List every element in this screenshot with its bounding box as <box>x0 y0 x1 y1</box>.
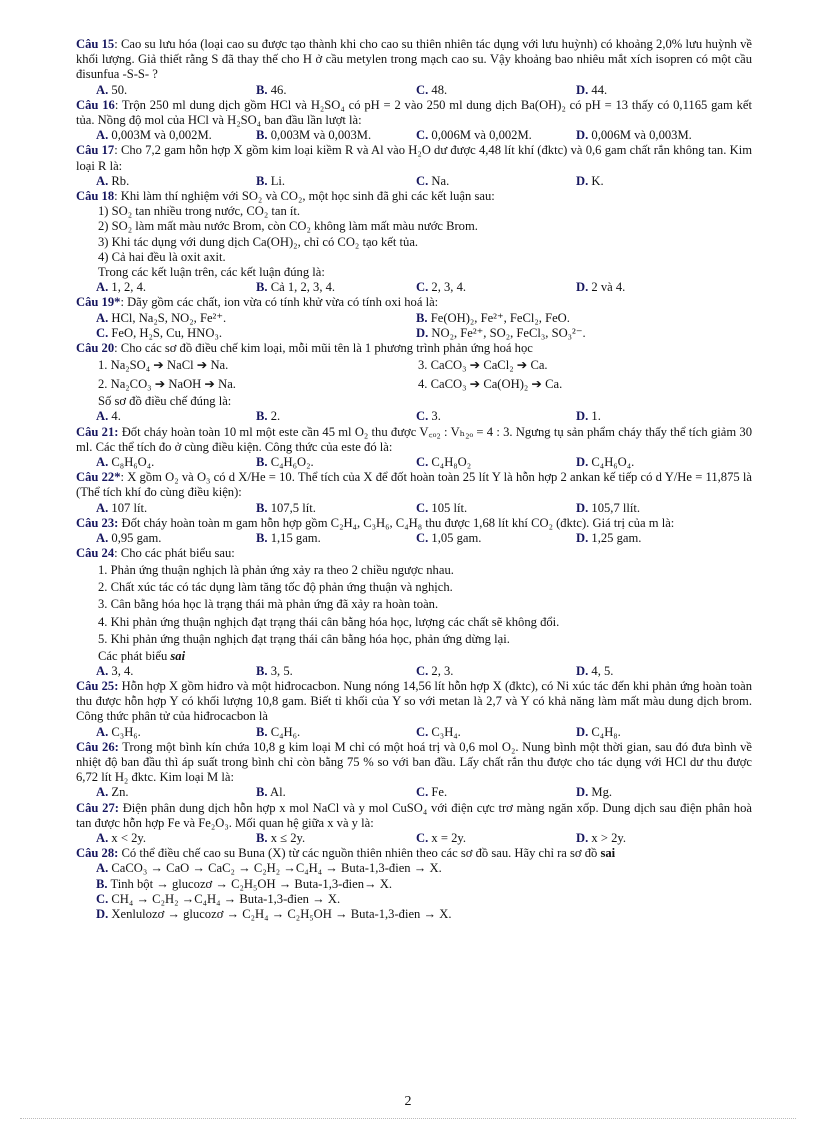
answer-options <box>96 501 752 516</box>
option-text: Tinh bột → glucozơ → C₂H₅OH → Buta-1,3-đien→ X. <box>110 876 393 891</box>
option-text: x > 2y. <box>591 830 627 845</box>
option-text: 44. <box>591 82 608 97</box>
option-c[interactable] <box>416 280 576 295</box>
statement-1: 1. Phản ứng thuận nghịch là phản ứng xảy ra theo 2 chiều ngược nhau. <box>98 562 454 577</box>
option-text: 50. <box>111 82 128 97</box>
option-b[interactable] <box>416 311 736 326</box>
option-c[interactable] <box>416 174 576 189</box>
question-text: Điện phân dung dịch hỗn hợp x mol NaCl và y mol CuSO₄ với điện cực trơ màng ngăn xốp. Dung dịch sau điện phân hoà tan được hỗn hợp Fe và Fe₂O₃. Mối quan hệ giữa x và y là: <box>76 800 752 830</box>
option-text: 2, 3, 4. <box>431 280 467 295</box>
option-letter: B. <box>256 663 268 678</box>
option-letter: B. <box>256 724 268 739</box>
question-stem <box>76 37 752 83</box>
option-letter: A. <box>96 173 109 188</box>
option-letter: D. <box>576 128 589 143</box>
question-number: Câu 24 <box>76 546 115 561</box>
option-c[interactable] <box>416 128 576 143</box>
option-d[interactable] <box>576 280 736 295</box>
question-text: Đốt cháy hoàn toàn 10 ml một este cần 45 ml O₂ thu được V꜀ₒ₂ : Vₕ₂ₒ = 4 : 3. Ngưng tụ sản phẩm cháy thấy thể tích giảm 30 ml. Các thể tích đo ở cùng điều kiện. Công thức của este đó là: <box>76 424 752 454</box>
question-stem <box>76 516 752 531</box>
option-letter: C. <box>416 82 429 97</box>
scheme-row <box>98 356 752 375</box>
option-letter: B. <box>256 785 268 800</box>
statement-list <box>98 562 752 649</box>
option-d[interactable] <box>576 501 736 516</box>
question-text: : X gồm O₂ và O₃ có d X/He = 10. Thể tích của X để đốt hoàn toàn 25 lít Y là hỗn hợp 2 ankan kế tiếp có d Y/He = 11,875 là (Thể tích khí đo cùng điều kiện): <box>76 470 752 500</box>
option-text: Rb. <box>111 173 130 188</box>
option-letter: A. <box>96 785 109 800</box>
question-18 <box>76 189 752 295</box>
option-text: C₄H₈O₂ <box>431 455 472 470</box>
option-letter: D. <box>576 724 589 739</box>
option-text: NO₂, Fe²⁺, SO₂, FeCl₃, SO₃²⁻. <box>431 325 586 340</box>
option-letter: C. <box>416 724 429 739</box>
option-b[interactable] <box>256 831 416 846</box>
option-b[interactable] <box>256 409 416 424</box>
question-number: Câu 17 <box>76 143 115 158</box>
option-b[interactable] <box>256 128 416 143</box>
question-23 <box>76 516 752 546</box>
question-prompt: Trong các kết luận trên, các kết luận đúng là: <box>98 265 325 280</box>
option-a[interactable] <box>96 174 256 189</box>
option-c[interactable] <box>416 831 576 846</box>
option-text: 1. <box>591 409 601 424</box>
option-text: C₈H₆O₄. <box>111 455 155 470</box>
question-20 <box>76 341 752 425</box>
option-text: 2 và 4. <box>591 280 626 295</box>
question-number: Câu 15 <box>76 37 115 51</box>
answer-options <box>96 664 752 679</box>
question-stem <box>76 546 752 561</box>
option-letter: B. <box>256 82 268 97</box>
option-text: 107,5 lít. <box>270 500 316 515</box>
option-text: 0,006M và 0,003M. <box>591 128 692 143</box>
question-text: Có thể điều chế cao su Buna (X) từ các nguồn thiên nhiên theo các sơ đồ sau. Hãy chỉ ra sơ đồ <box>118 846 601 861</box>
option-letter: C. <box>416 173 429 188</box>
answer-options <box>96 280 752 295</box>
statement-5: 5. Khi phản ứng thuận nghịch đạt trạng thái cân bằng hóa học, phản ứng dừng lại. <box>98 632 510 647</box>
scheme-4: 4. CaCO₃ ➔ Ca(OH)₂ ➔ Ca. <box>418 377 563 392</box>
option-letter: A. <box>96 455 109 470</box>
question-stem <box>76 295 752 310</box>
option-letter: D. <box>416 325 429 340</box>
scheme-2: 2. Na₂CO₃ ➔ NaOH ➔ Na. <box>98 377 236 392</box>
option-text: CH₄ → C₂H₂ →C₄H₄ → Buta-1,3-đien → X. <box>111 891 341 906</box>
question-number: Câu 21: <box>76 424 119 439</box>
option-letter: C. <box>416 830 429 845</box>
option-letter: D. <box>96 906 109 921</box>
option-text: 4. <box>111 409 121 424</box>
question-number: Câu 20 <box>76 341 115 356</box>
question-stem <box>76 740 752 786</box>
option-text: Na. <box>431 173 450 188</box>
page-bottom-divider <box>20 1118 796 1119</box>
prompt-text: Các phát biểu <box>98 648 171 663</box>
option-letter: A. <box>96 724 109 739</box>
option-letter: B. <box>256 128 268 143</box>
option-text: Fe(OH)₂, Fe²⁺, FeCl₂, FeO. <box>430 310 570 325</box>
question-27 <box>76 801 752 847</box>
option-letter: B. <box>256 173 268 188</box>
question-number: Câu 19* <box>76 295 121 310</box>
option-text: 1,05 gam. <box>431 531 482 546</box>
question-17 <box>76 143 752 189</box>
option-text: 0,95 gam. <box>111 531 162 546</box>
option-b[interactable] <box>256 174 416 189</box>
question-15 <box>76 37 752 98</box>
option-letter: B. <box>256 500 268 515</box>
option-letter: C. <box>416 531 429 546</box>
question-text: Hỗn hợp X gồm hiđro và một hiđrocacbon. Nung nóng 14,56 lít hỗn hợp X (đktc), có Ni xúc tác đến khi phản ứng hoàn toàn thu được hỗn hợp Y có khối lượng 10,8 gam. Biết tỉ khối của Y so với metan là 2,7 và Y có khả năng làm mất màu dung dịch brom. Công thức phân tử của hiđrocacbon là <box>76 678 752 724</box>
question-number: Câu 18 <box>76 189 115 204</box>
question-stem <box>76 801 752 831</box>
option-letter: B. <box>256 830 268 845</box>
option-b[interactable] <box>256 455 416 470</box>
option-text: 4, 5. <box>591 663 614 678</box>
option-text: 105,7 llít. <box>591 500 641 515</box>
question-text: : Khi làm thí nghiệm với SO₂ và CO₂, một học sinh đã ghi các kết luận sau: <box>114 189 495 204</box>
option-letter: D. <box>576 785 589 800</box>
option-d[interactable] <box>576 83 736 98</box>
option-text: Al. <box>270 785 286 800</box>
option-letter: D. <box>576 663 589 678</box>
option-text: 0,003M và 0,002M. <box>111 128 212 143</box>
option-letter: C. <box>416 500 429 515</box>
option-letter: A. <box>96 310 109 325</box>
question-text: : Dãy gồm các chất, ion vừa có tính khử vừa có tính oxi hoá là: <box>120 295 439 310</box>
option-a[interactable] <box>96 128 256 143</box>
question-21 <box>76 425 752 471</box>
answer-options <box>96 311 752 341</box>
option-letter: A. <box>96 861 109 876</box>
option-d[interactable] <box>576 455 736 470</box>
option-b[interactable] <box>256 725 416 740</box>
option-a[interactable] <box>96 83 256 98</box>
option-letter: A. <box>96 128 109 143</box>
option-letter: B. <box>416 310 428 325</box>
option-text: Cả 1, 2, 3, 4. <box>270 280 336 295</box>
prompt-emphasis: sai <box>170 648 186 663</box>
option-text: K. <box>591 173 604 188</box>
option-a[interactable] <box>96 831 256 846</box>
answer-options <box>96 831 752 846</box>
option-b[interactable] <box>256 664 416 679</box>
option-d[interactable] <box>416 326 736 341</box>
option-text: Li. <box>270 173 286 188</box>
option-letter: C. <box>96 891 109 906</box>
option-text: 1,15 gam. <box>270 531 321 546</box>
page-number: 2 <box>404 1094 412 1109</box>
option-text: x ≤ 2y. <box>270 830 306 845</box>
option-c[interactable] <box>416 455 576 470</box>
option-text: 1, 2, 4. <box>111 280 147 295</box>
option-c[interactable] <box>96 892 752 907</box>
option-letter: B. <box>96 876 108 891</box>
question-text: : Cao su lưu hóa (loại cao su được tạo thành khi cho cao su thiên nhiên tác dụng với lưu huỳnh) có khoảng 2,0% lưu huỳnh về khối lượng. Giả thiết rằng S đã thay thế cho H ở cầu metylen trong mạch cao su. Vậy khoảng bao nhiêu mắt xích isopren có một cầu đisunfua -S-S- ? <box>76 37 752 82</box>
answer-options <box>96 128 752 143</box>
option-text: Zn. <box>111 785 129 800</box>
statement-4: 4) Cả hai đều là oxit axit. <box>98 249 226 264</box>
option-c[interactable] <box>416 501 576 516</box>
option-letter: D. <box>576 455 589 470</box>
question-stem <box>76 470 752 500</box>
option-letter: D. <box>576 82 589 97</box>
statement-3: 3. Cân bằng hóa học là trạng thái mà phản ứng đã xảy ra hoàn toàn. <box>98 597 439 612</box>
question-number: Câu 27: <box>76 800 119 815</box>
option-a[interactable] <box>96 501 256 516</box>
option-text: C₄H₈. <box>591 724 621 739</box>
option-text: C₃H₆. <box>111 724 141 739</box>
option-letter: C. <box>416 663 429 678</box>
option-a[interactable] <box>96 409 256 424</box>
option-d[interactable] <box>576 725 736 740</box>
option-c[interactable] <box>416 83 576 98</box>
statement-4: 4. Khi phản ứng thuận nghịch đạt trạng thái cân bằng hóa học, lượng các chất sẽ không đổi. <box>98 614 560 629</box>
option-c[interactable] <box>416 785 576 800</box>
question-text: Đốt cháy hoàn toàn m gam hỗn hợp gồm C₂H₄, C₃H₆, C₄H₈ thu được 1,68 lít khí CO₂ (đktc). Giá trị của m là: <box>118 515 675 530</box>
option-letter: A. <box>96 409 109 424</box>
option-letter: A. <box>96 531 109 546</box>
option-d[interactable] <box>576 785 736 800</box>
question-prompt <box>98 649 752 664</box>
question-stem <box>76 846 752 861</box>
option-a[interactable] <box>96 311 416 326</box>
option-text: 107 lít. <box>111 500 148 515</box>
question-number: Câu 28: <box>76 846 119 861</box>
option-text: Xenlulozơ → glucozơ → C₂H₄ → C₂H₅OH → Buta-1,3-đien → X. <box>111 906 452 921</box>
option-text: 3, 4. <box>111 663 134 678</box>
question-text: : Cho 7,2 gam hỗn hợp X gồm kim loại kiềm R và Al vào H₂O dư được 4,48 lít khí (đktc) và 0,6 gam chất rắn không tan. Kim loại R là: <box>76 143 752 173</box>
question-stem <box>76 679 752 725</box>
option-letter: A. <box>96 663 109 678</box>
answer-options <box>96 725 752 740</box>
option-text: CaCO₃ → CaO → CaC₂ → C₂H₂ →C₄H₄ → Buta-1,3-đien → X. <box>111 861 442 876</box>
option-d[interactable] <box>576 409 736 424</box>
option-letter: C. <box>416 785 429 800</box>
option-b[interactable] <box>256 501 416 516</box>
option-c[interactable] <box>416 725 576 740</box>
option-text: x = 2y. <box>431 830 467 845</box>
exam-page <box>76 37 752 922</box>
question-text: : Cho các phát biểu sau: <box>114 546 235 561</box>
option-d[interactable] <box>576 128 736 143</box>
option-letter: C. <box>416 128 429 143</box>
option-letter: D. <box>576 531 589 546</box>
option-d[interactable] <box>576 664 736 679</box>
option-letter: A. <box>96 82 109 97</box>
question-number: Câu 16 <box>76 97 115 112</box>
option-text: Mg. <box>591 785 613 800</box>
option-text: 3, 5. <box>270 663 293 678</box>
answer-options <box>96 785 752 800</box>
scheme-1: 1. Na₂SO₄ ➔ NaCl ➔ Na. <box>98 358 229 373</box>
statement-1: 1) SO₂ tan nhiều trong nước, CO₂ tan ít. <box>98 204 301 219</box>
question-26 <box>76 740 752 801</box>
option-d[interactable] <box>576 531 736 546</box>
option-b[interactable] <box>256 83 416 98</box>
option-text: 2. <box>270 409 281 424</box>
option-a[interactable] <box>96 664 256 679</box>
question-stem <box>76 189 752 204</box>
option-text: Fe. <box>431 785 448 800</box>
option-c[interactable] <box>416 664 576 679</box>
answer-options <box>96 531 752 546</box>
option-letter: C. <box>416 409 429 424</box>
question-28 <box>76 846 752 922</box>
option-letter: D. <box>576 409 589 424</box>
answer-options <box>96 174 752 189</box>
option-letter: A. <box>96 830 109 845</box>
option-b[interactable] <box>96 877 752 892</box>
question-text: Trong một bình kín chứa 10,8 g kim loại M chỉ có một hoá trị và 0,6 mol O₂. Nung bình một thời gian, sau đó đưa bình về nhiệt độ ban đầu thì áp suất trong bình chỉ còn bằng 75 % so với ban đầu. Lấy chất rắn thu được cho tác dụng với HCl dư thu được 6,72 lít H₂ đktc. Kim loại M là: <box>76 739 752 785</box>
option-text: C₄H₆O₂. <box>270 455 314 470</box>
option-b[interactable] <box>256 280 416 295</box>
scheme-3: 3. CaCO₃ ➔ CaCl₂ ➔ Ca. <box>418 358 548 373</box>
option-letter: B. <box>256 531 268 546</box>
option-a[interactable] <box>96 455 256 470</box>
option-b[interactable] <box>256 785 416 800</box>
question-number: Câu 23: <box>76 515 119 530</box>
option-text: FeO, H₂S, Cu, HNO₃. <box>111 325 222 340</box>
option-text: C₄H₆. <box>270 724 301 739</box>
question-stem <box>76 341 752 356</box>
question-25 <box>76 679 752 740</box>
option-text: 1,25 gam. <box>591 531 642 546</box>
question-emphasis: sai <box>600 846 616 861</box>
option-a[interactable] <box>96 280 256 295</box>
option-letter: B. <box>256 280 268 295</box>
answer-options <box>96 83 752 98</box>
option-c[interactable] <box>416 409 576 424</box>
option-letter: A. <box>96 500 109 515</box>
option-letter: C. <box>416 455 429 470</box>
answer-options <box>96 455 752 470</box>
scheme-row <box>98 375 752 394</box>
option-letter: B. <box>256 455 268 470</box>
option-text: 48. <box>431 82 448 97</box>
option-c[interactable] <box>416 531 576 546</box>
statement-3: 3) Khi tác dụng với dung dịch Ca(OH)₂, chỉ có CO₂ tạo kết tủa. <box>98 234 419 249</box>
question-text: : Trộn 250 ml dung dịch gồm HCl và H₂SO₄ có pH = 2 vào 250 ml dung dịch Ba(OH)₂ có pH = 13 thấy có 0,1165 gam kết tủa. Nồng độ mol của HCl và H₂SO₄ ban đầu lần lượt là: <box>76 97 752 128</box>
question-text: : Cho các sơ đồ điều chế kim loại, mỗi mũi tên là 1 phương trình phản ứng hoá học <box>114 341 533 356</box>
option-text: 3. <box>431 409 441 424</box>
option-text: HCl, Na₂S, NO₂, Fe²⁺. <box>111 310 227 325</box>
option-letter: B. <box>256 409 268 424</box>
question-24 <box>76 546 752 679</box>
option-c[interactable] <box>96 326 416 341</box>
option-text: 2, 3. <box>431 663 454 678</box>
option-text: x < 2y. <box>111 830 147 845</box>
question-number: Câu 22* <box>76 470 121 485</box>
option-text: 105 lít. <box>431 500 468 515</box>
option-letter: D. <box>576 280 589 295</box>
answer-options <box>96 409 752 424</box>
statement-2: 2. Chất xúc tác có tác dụng làm tăng tốc độ phản ứng thuận và nghịch. <box>98 579 453 594</box>
option-b[interactable] <box>256 531 416 546</box>
option-text: C₃H₄. <box>431 724 461 739</box>
question-16 <box>76 98 752 144</box>
statement-2: 2) SO₂ làm mất màu nước Brom, còn CO₂ không làm mất màu nước Brom. <box>98 219 478 234</box>
option-d[interactable] <box>576 174 736 189</box>
option-d[interactable] <box>96 907 752 922</box>
option-a[interactable] <box>96 725 256 740</box>
option-letter: A. <box>96 280 109 295</box>
option-letter: D. <box>576 830 589 845</box>
option-a[interactable] <box>96 785 256 800</box>
question-stem <box>76 98 752 128</box>
option-text: 0,006M và 0,002M. <box>431 128 532 143</box>
question-stem <box>76 425 752 455</box>
option-d[interactable] <box>576 831 736 846</box>
question-number: Câu 26: <box>76 739 119 754</box>
option-a[interactable] <box>96 861 752 876</box>
option-text: C₄H₆O₄. <box>591 455 635 470</box>
option-letter: C. <box>96 325 109 340</box>
question-prompt: Số sơ đồ điều chế đúng là: <box>98 394 232 409</box>
question-19 <box>76 295 752 341</box>
option-text: 46. <box>270 82 287 97</box>
question-number: Câu 25: <box>76 678 119 693</box>
option-letter: D. <box>576 173 589 188</box>
option-letter: C. <box>416 280 429 295</box>
question-stem <box>76 143 752 173</box>
option-text: 0,003M và 0,003M. <box>270 128 372 143</box>
option-a[interactable] <box>96 531 256 546</box>
option-letter: D. <box>576 500 589 515</box>
question-22 <box>76 470 752 516</box>
